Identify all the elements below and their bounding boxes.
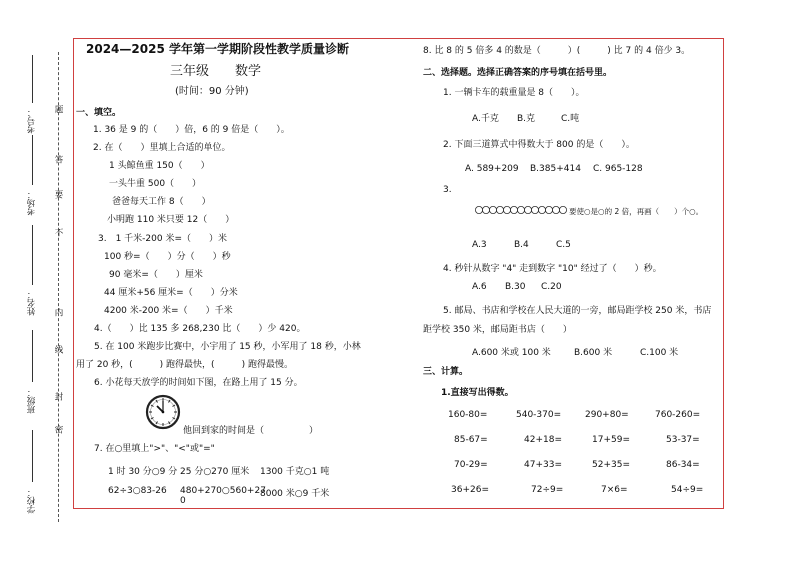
calc-item: 86-34= [666, 460, 700, 470]
option: C.吨 [561, 114, 580, 124]
question-2-5-line2: 距学校 350 米，邮局距书店（ ） [423, 325, 572, 335]
compare-item-wrap: 0 [180, 496, 186, 506]
calc-item: 53-37= [666, 435, 700, 445]
calc-subheading: 1.直接写出得数。 [441, 388, 514, 398]
seal-char: 不 [53, 228, 63, 237]
option: B.4 [514, 240, 529, 250]
grade-subject: 三年级 数学 [170, 64, 262, 79]
conversion-item: 3. 1 千米-200 米=（ ）米 [98, 234, 228, 244]
section-heading-choice: 二、选择题。选择正确答案的序号填在括号里。 [423, 68, 613, 78]
conversion-item: 100 秒=（ ）分（ ）秒 [104, 252, 231, 262]
question-1-4: 4.（ ）比 135 多 268,230 比（ ）少 420。 [94, 324, 306, 334]
name-field[interactable] [32, 225, 33, 285]
calc-item: 7×6= [601, 485, 628, 495]
question-1-2: 2. 在（ ）里填上合适的单位。 [93, 143, 231, 153]
seal-char: 题 [53, 105, 63, 114]
exam-room-label: 考场： [27, 190, 37, 216]
question-2-3-text: 要使○是○的 2 倍，再画（ ）个○。 [569, 207, 704, 216]
exam-time: (时间：90 分钟) [175, 86, 249, 97]
option: A.3 [472, 240, 487, 250]
school-label: 学校： [27, 488, 37, 514]
seal-line [58, 52, 59, 522]
conversion-item: 4200 米-200 米=（ ）千米 [104, 306, 233, 316]
seal-char: 封 [53, 392, 63, 401]
question-1-7: 7. 在○里填上">"、"<"或"=" [94, 444, 215, 454]
exam-number-field[interactable] [32, 55, 33, 103]
unit-item: 小明跑 110 米只要 12（ ） [107, 215, 235, 225]
compare-item: 25 分○270 厘米 [180, 467, 250, 477]
option: A. 589+209 [465, 164, 519, 174]
question-2-3: 3. [443, 185, 452, 195]
question-1-6-answer: 他回到家的时间是（ ） [183, 426, 319, 436]
question-1-6: 6. 小花每天放学的时间如下图，在路上用了 15 分。 [94, 378, 303, 388]
option: A.千克 [472, 114, 499, 124]
question-2-4: 4. 秒针从数字 "4" 走到数字 "10" 经过了（ ）秒。 [443, 264, 662, 274]
option: B.600 米 [574, 348, 613, 358]
calc-item: 54÷9= [671, 485, 704, 495]
question-2-1: 1. 一辆卡车的载重量是 8（ ）。 [443, 88, 585, 98]
seal-char: 内 [53, 308, 63, 317]
calc-item: 52+35= [592, 460, 630, 470]
calc-item: 290+80= [585, 410, 629, 420]
calc-item: 70-29= [454, 460, 488, 470]
option: C. 965-128 [593, 164, 643, 174]
class-field[interactable] [32, 330, 33, 382]
seal-char: 答 [53, 155, 63, 164]
calc-item: 72÷9= [531, 485, 564, 495]
compare-item: 1300 千克○1 吨 [260, 467, 330, 477]
option: B.30 [505, 282, 526, 292]
option: C.100 米 [640, 348, 679, 358]
section-heading-fill-blank: 一、填空。 [76, 108, 122, 118]
compare-item: 8000 米○9 千米 [260, 489, 330, 499]
calc-item: 160-80= [448, 410, 488, 420]
question-1-8: 8. 比 8 的 5 倍多 4 的数是（ ）( ) 比 7 的 4 倍少 3。 [423, 46, 691, 56]
unit-item: 1 头鲸鱼重 150（ ） [109, 161, 210, 171]
section-heading-calc: 三、计算。 [423, 367, 469, 377]
compare-item: 62÷3○83-26 [108, 486, 167, 496]
conversion-item: 44 厘米+56 厘米=（ ）分米 [104, 288, 238, 298]
option: A.600 米或 100 米 [472, 348, 551, 358]
circles-row-icon [475, 204, 567, 216]
exam-title: 2024—2025 学年第一学期阶段性教学质量诊断 [86, 42, 349, 56]
seal-char: 线 [53, 345, 63, 354]
exam-room-field[interactable] [32, 135, 33, 185]
option: B.克 [517, 114, 536, 124]
calc-item: 540-370= [516, 410, 562, 420]
option: A.6 [472, 282, 487, 292]
option: B.385+414 [530, 164, 581, 174]
conversion-item: 90 毫米=（ ）厘米 [109, 270, 203, 280]
seal-char: 要 [53, 190, 63, 199]
seal-char: 密 [53, 425, 63, 434]
calc-item: 36+26= [451, 485, 489, 495]
calc-item: 17+59= [592, 435, 630, 445]
question-2-2: 2. 下面三道算式中得数大于 800 的是（ ）。 [443, 140, 635, 150]
compare-item: 1 时 30 分○9 分 [108, 467, 178, 477]
question-2-5-line1: 5. 邮局、书店和学校在人民大道的一旁，邮局距学校 250 米，书店 [443, 306, 712, 316]
calc-item: 85-67= [454, 435, 488, 445]
clock-icon [145, 394, 181, 430]
unit-item: 一头牛重 500（ ） [109, 179, 202, 189]
question-1-1: 1. 36 是 9 的（ ）倍，6 的 9 倍是（ ）。 [93, 125, 290, 135]
name-label: 姓名： [27, 290, 37, 316]
calc-item: 42+18= [524, 435, 562, 445]
compare-item: 480+270○560+27 [180, 486, 266, 496]
calc-item: 47+33= [524, 460, 562, 470]
unit-item: 爸爸每天工作 8（ ） [112, 197, 211, 207]
question-1-5-line2: 用了 20 秒，( ) 跑得最快，( ) 跑得最慢。 [76, 360, 293, 370]
option: C.20 [541, 282, 562, 292]
exam-number-label: 考号： [27, 108, 37, 134]
class-label: 班级： [27, 388, 37, 414]
school-field[interactable] [32, 430, 33, 482]
option: C.5 [556, 240, 571, 250]
question-1-5-line1: 5. 在 100 米跑步比赛中，小宇用了 15 秒，小军用了 18 秒，小林 [94, 342, 361, 352]
calc-item: 760-260= [655, 410, 701, 420]
